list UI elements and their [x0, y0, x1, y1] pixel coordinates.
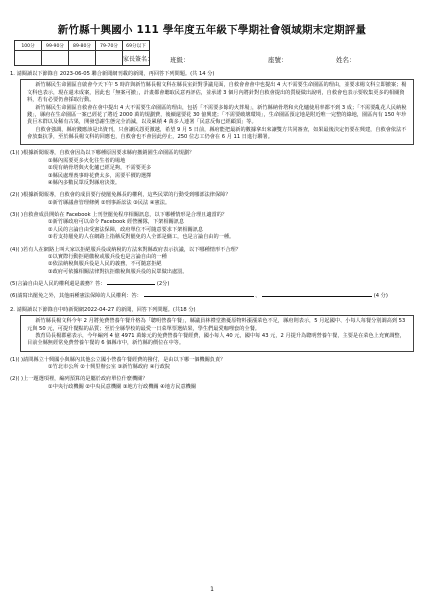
grade-cell — [15, 51, 42, 66]
answer-blank[interactable] — [262, 296, 372, 297]
grade-header-70: 79-70分 — [96, 41, 123, 51]
option: ①以實際行動拒絕繳稅或服兵役也是言論自由的一種 — [48, 253, 167, 260]
parent-sign-label: 家長簽名： — [123, 56, 154, 63]
option: ②依法納稅與服兵役是人民的義務，不可隨意拒絕 — [48, 261, 162, 268]
question-1-3: (3)( )自救會成員開始在 Facebook 上刊登罷免程序相關訊息，以下哪種情形是合理且適當的？ — [10, 212, 228, 218]
grade-cell — [96, 51, 123, 66]
news-1-paragraph: 新竹縣民生命園區自啟會今天下午 5 時許與新竹縣長楊文科在縣長室針對爭議見面，自救會會會中也提出 4 大不需要生命園區的理由，並要求楊文科立即撤案；楊文科也表示，現在還未成案，因此也「無案可撤」，計畫都會聽取民意再評估，並承諾 3 個月內將針對自救會提出的質疑做出說明，自救會也表示要收集更多的相關資料，若有必要仍會採取行動。 — [27, 82, 407, 104]
question-1-heading: 1. 請閱讀以下節錄自 2023-06-05 聯合新聞網刊載的新聞，再回答下列問題。(共 14 分) — [10, 71, 215, 77]
name-label: 姓名： — [336, 56, 356, 64]
question-1-5-text: (5)言論自由是人民的權利還是義務？答： — [10, 281, 106, 287]
exam-title: 新竹縣十興國小 111 學年度五年級下學期社會領域期末定期評量 — [57, 24, 367, 36]
points-label: (4 分) — [373, 293, 388, 300]
question-1-1: (1)( )根據新聞報導，自救會因為以下哪種原因要求縣府撤銷園生命園區的規劃？ — [10, 150, 195, 157]
grade-header-80: 89-80分 — [69, 41, 96, 51]
answer-blank[interactable] — [107, 284, 155, 285]
news-1-paragraph: 新竹縣民生命園區自救會在會中提出 4 大不需要生命園區的理由，包括「不需要多餘的火葬場」，新竹縣納骨塔和火化爐使用率都不到 3 成；「不需要亂花人民納稅錢」，縣府在生命園區一案已經花了將近 2000 萬的規劃費，後續還要花 30 億興建；「不需要破壞環境」，生命園區預定地是附近唯一完整的綠地，園區內有 150 年珍貴巨木群以及稀有古果，開發恐謝生態完全消滅，以及累積 4 萬多人連署「民意反悔已經顧頂」等。 — [27, 104, 407, 126]
question-1-2: (2)( )根據新聞報導，自救會的成員要行使罷免縣長的權利，這些民眾的行動受到哪部法律保障？ — [10, 192, 231, 199]
option: ②人民的言論自由受憲法保障，政府單位不可隨意要求下架相關訊息 — [48, 226, 204, 233]
answer-blank[interactable] — [144, 296, 254, 297]
news-1-paragraph: 自救會強調，縣府錢應該是出資刊，只會讓民怨更激越，希望 9 月 5 日前，縣府能把最新的數據拿出來讓雙方共同審查，如果最後決定仍要在興建，自救會依法不會放棄抗爭，至於縣長楊文科的回應也，自救會也不會因此停止，250 位志工仍會在 6 月 11 日進行聯署。 — [27, 126, 407, 140]
option: ①新竹縣議會管理條例 ②刑事訴訟法 ③民法 ④憲法。 — [48, 199, 171, 206]
exam-content — [10, 69, 414, 391]
news-excerpt-1 — [20, 79, 414, 145]
option: ①新竹縣政府可以命令 Facebook 經營團隊，下架相關訊息 — [48, 219, 185, 226]
news-excerpt-2 — [20, 315, 414, 352]
grade-header-69: 69分以下 — [123, 41, 150, 51]
option: ③縣民處理喪事時花費太多，需要平價的選擇 — [48, 172, 152, 179]
grade-header-100: 100分 — [15, 41, 42, 51]
page-number: 1 — [210, 586, 214, 593]
question-1-6-text: (6)請寫出罷免之外，其他兩種憲法保障的人民權利：答： — [10, 293, 142, 300]
class-label: 班級： — [170, 56, 190, 64]
option: ③若支持罷免的人在網路上指稱反對罷免的人全部是傭工，也是言論自由的一種。 — [48, 234, 235, 241]
grade-cell — [42, 51, 69, 66]
question-1-6 — [10, 293, 414, 300]
option: ④縣內多數民眾反對縣府決策。 — [48, 179, 121, 186]
separator: 、 — [255, 293, 261, 300]
question-1-4: (4)( )若有人在網路上叫大家以拒絕服兵役或納稅的方法來對縣政府表示抗議，以下哪種情形不合理？ — [10, 246, 241, 253]
question-2-heading: 2. 請閱讀以下節錄自中時新聞網2022-04-27 的新聞，回答下列問題。(共18 分) — [10, 306, 196, 313]
seat-label: 座號： — [268, 56, 288, 64]
question-1-5 — [10, 281, 414, 288]
news-2-paragraph: 教育局長楊郡慈表示，今年編列 4 億 4971 萬餘元的免費營養午餐經費，國小每人 40 元，國中每 43 元，2 月提升為聰明營養午餐，主要是在菜色上充實調整，目前全縣無經常免費營養午餐的 6 個縣市中，新竹縣的價位在中等。 — [27, 332, 405, 347]
points-label: (2分) — [156, 281, 170, 287]
option: ①中央行政機關 ②中央民意機關 ③地方行政機關 ④地方民意機關 — [48, 383, 197, 390]
question-2-1: (1)( )請問縣立十興國小與縣內其他公立國小營養午餐經費的撥付，是由以下哪一個機關負責？ — [10, 356, 226, 363]
question-2-2: (2)( )上一題選項裡，編列預算的是屬於政府單位什麼機關？ — [10, 376, 148, 383]
option: ②現有納骨塔與火化爐已經足夠，不需要更多 — [48, 165, 152, 172]
option: ③政府可依據相關法律對抗拒繳稅與服兵役的民眾做出處罰。 — [48, 268, 188, 275]
option: ①縣內需要更多火化往生者的場地 — [48, 157, 126, 164]
news-2-paragraph: 新竹縣長楊文科今年 2 月將免費營養午餐升格為「聰明營養午餐」，縣議員林禮堂擔憂原物料漲漲菜色不足，縣府則表示，5 月起國中、小每人每餐分別調高到 53 元與 50 元，可提升餐點的品質；至於全縣學校的最愛一日菜單票選結果，學生們最愛咖哩套的全餐。 — [27, 318, 406, 332]
grade-header-90: 99-90分 — [42, 41, 69, 51]
grade-cell — [69, 51, 96, 66]
option: ①竹北市公所 ②十興里辦公室 ③新竹縣政府 ④行政院 — [48, 364, 171, 370]
